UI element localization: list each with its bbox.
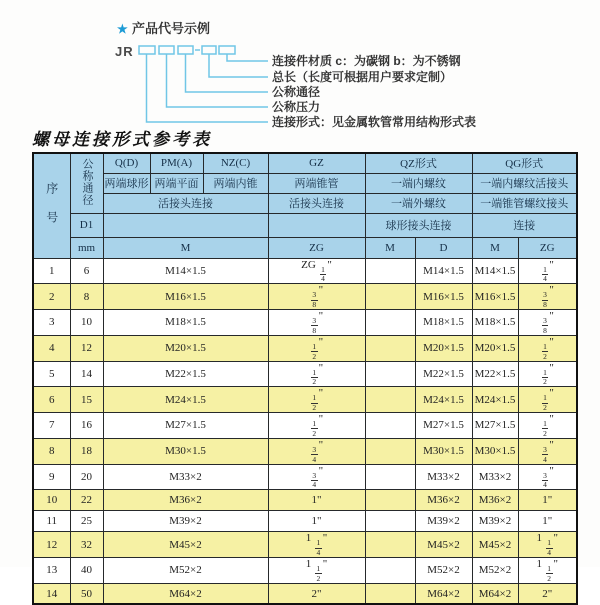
header-qg-desc2: 一端锥管螺纹接头 bbox=[472, 193, 577, 213]
table-row bbox=[33, 413, 577, 439]
cell-seq: 8 bbox=[33, 438, 70, 464]
table-row bbox=[33, 387, 577, 413]
code-box-connection bbox=[139, 46, 155, 54]
header-row-5 bbox=[33, 237, 577, 258]
cell-seq: 11 bbox=[33, 511, 70, 532]
cell-qz-m bbox=[365, 583, 415, 604]
label-material: 连接件材质 c：为碳钢 b：为不锈钢 bbox=[272, 54, 461, 68]
cell-qz-m bbox=[365, 558, 415, 584]
cell-qz-d: M16×1.5 bbox=[415, 284, 472, 310]
cell-qz-d: M24×1.5 bbox=[415, 387, 472, 413]
code-box-pressure bbox=[159, 46, 174, 54]
cell-dn: 16 bbox=[70, 413, 103, 439]
cell-dn: 50 bbox=[70, 583, 103, 604]
cell-qg-m: M30×1.5 bbox=[472, 438, 518, 464]
header-unit-m: M bbox=[103, 237, 268, 258]
cell-m: M33×2 bbox=[103, 464, 268, 490]
header-unit-qz-d: D bbox=[415, 237, 472, 258]
table-row bbox=[33, 438, 577, 464]
cell-qz-d: M39×2 bbox=[415, 511, 472, 532]
cell-qg-zg: 2" bbox=[518, 583, 577, 604]
cell-qz-d: M22×1.5 bbox=[415, 361, 472, 387]
cell-qz-d: M18×1.5 bbox=[415, 310, 472, 336]
header-blank-gz bbox=[268, 213, 365, 237]
table-row bbox=[33, 361, 577, 387]
cell-seq: 4 bbox=[33, 335, 70, 361]
code-box-material bbox=[219, 46, 235, 54]
cell-gz: $\frac{1}{2}$ " bbox=[268, 361, 365, 387]
callout-line-connection bbox=[147, 54, 269, 122]
cell-qz-d: M45×2 bbox=[415, 532, 472, 558]
header-qz-desc2: 一端外螺纹 bbox=[365, 193, 472, 213]
cell-seq: 10 bbox=[33, 490, 70, 511]
cell-qz-d: M33×2 bbox=[415, 464, 472, 490]
cell-qz-m bbox=[365, 361, 415, 387]
cell-qg-m: M14×1.5 bbox=[472, 258, 518, 284]
cell-dn: 32 bbox=[70, 532, 103, 558]
cell-qg-zg: $\frac{1}{2}$ " bbox=[518, 335, 577, 361]
header-col-qz: QZ形式 bbox=[365, 153, 472, 173]
cell-dn: 22 bbox=[70, 490, 103, 511]
cell-dn: 40 bbox=[70, 558, 103, 584]
cell-qg-zg: 1" bbox=[518, 511, 577, 532]
cell-qz-d: M27×1.5 bbox=[415, 413, 472, 439]
cell-dn: 25 bbox=[70, 511, 103, 532]
cell-qg-zg: 1 $\frac{1}{4}$ " bbox=[518, 532, 577, 558]
cell-qg-m: M39×2 bbox=[472, 511, 518, 532]
code-prefix: JR bbox=[115, 44, 134, 59]
header-gz-union: 活接头连接 bbox=[268, 193, 365, 213]
cell-qz-m bbox=[365, 387, 415, 413]
header-qz-desc1: 一端内螺纹 bbox=[365, 173, 472, 193]
cell-qg-m: M52×2 bbox=[472, 558, 518, 584]
cell-qz-m bbox=[365, 335, 415, 361]
header-unit-qg-m: M bbox=[472, 237, 518, 258]
cell-qz-m bbox=[365, 490, 415, 511]
cell-qz-m bbox=[365, 258, 415, 284]
cell-gz: $\frac{1}{2}$ " bbox=[268, 387, 365, 413]
cell-qz-m bbox=[365, 284, 415, 310]
cell-m: M45×2 bbox=[103, 532, 268, 558]
header-dn: 公称通径 bbox=[70, 153, 103, 213]
code-box-length bbox=[202, 46, 216, 54]
cell-qz-m bbox=[365, 438, 415, 464]
cell-seq: 3 bbox=[33, 310, 70, 336]
cell-qg-m: M27×1.5 bbox=[472, 413, 518, 439]
header-mm: mm bbox=[70, 237, 103, 258]
cell-gz: 2" bbox=[268, 583, 365, 604]
header-unit-qz-m: M bbox=[365, 237, 415, 258]
cell-qz-m bbox=[365, 464, 415, 490]
table-row bbox=[33, 558, 577, 584]
cell-dn: 10 bbox=[70, 310, 103, 336]
cell-seq: 13 bbox=[33, 558, 70, 584]
cell-dn: 15 bbox=[70, 387, 103, 413]
code-box-diameter bbox=[178, 46, 193, 54]
cell-gz: $\frac{1}{2}$ " bbox=[268, 335, 365, 361]
cell-qg-m: M36×2 bbox=[472, 490, 518, 511]
cell-qg-zg: $\frac{3}{4}$ " bbox=[518, 464, 577, 490]
cell-qg-m: M18×1.5 bbox=[472, 310, 518, 336]
header-qg-desc1: 一端内螺纹活接头 bbox=[472, 173, 577, 193]
header-seq: 序号 bbox=[33, 153, 70, 258]
header-row-4 bbox=[33, 213, 577, 237]
cell-m: M20×1.5 bbox=[103, 335, 268, 361]
header-row-2 bbox=[33, 173, 577, 193]
table-title: 螺母连接形式参考表 bbox=[32, 130, 212, 150]
header-d1: D1 bbox=[70, 213, 103, 237]
table-row bbox=[33, 258, 577, 284]
star-icon: ★ bbox=[117, 22, 128, 36]
label-diameter: 公称通径 bbox=[272, 85, 321, 99]
cell-dn: 12 bbox=[70, 335, 103, 361]
cell-qg-zg: 1 $\frac{1}{2}$ " bbox=[518, 558, 577, 584]
cell-seq: 2 bbox=[33, 284, 70, 310]
cell-seq: 9 bbox=[33, 464, 70, 490]
table-row bbox=[33, 335, 577, 361]
cell-m: M64×2 bbox=[103, 583, 268, 604]
table-row bbox=[33, 511, 577, 532]
cell-seq: 5 bbox=[33, 361, 70, 387]
cell-seq: 1 bbox=[33, 258, 70, 284]
header-row-3 bbox=[33, 193, 577, 213]
cell-qg-zg: $\frac{1}{2}$ " bbox=[518, 361, 577, 387]
header-qg-conn: 连接 bbox=[472, 213, 577, 237]
table-row bbox=[33, 284, 577, 310]
cell-gz: $\frac{1}{2}$ " bbox=[268, 413, 365, 439]
cell-qz-m bbox=[365, 310, 415, 336]
cell-gz: 1 $\frac{1}{2}$ " bbox=[268, 558, 365, 584]
cell-qz-m bbox=[365, 532, 415, 558]
cell-m: M24×1.5 bbox=[103, 387, 268, 413]
table-row bbox=[33, 464, 577, 490]
cell-qg-zg: $\frac{1}{4}$ " bbox=[518, 258, 577, 284]
cell-m: M22×1.5 bbox=[103, 361, 268, 387]
cell-gz: $\frac{3}{8}$ " bbox=[268, 284, 365, 310]
cell-dn: 6 bbox=[70, 258, 103, 284]
header-nz-desc: 两端内锥 bbox=[203, 173, 268, 193]
cell-gz: $\frac{3}{8}$ " bbox=[268, 310, 365, 336]
cell-m: M18×1.5 bbox=[103, 310, 268, 336]
cell-gz: $\frac{3}{4}$ " bbox=[268, 464, 365, 490]
cell-dn: 18 bbox=[70, 438, 103, 464]
table-row bbox=[33, 532, 577, 558]
cell-qg-m: M33×2 bbox=[472, 464, 518, 490]
cell-qz-d: M20×1.5 bbox=[415, 335, 472, 361]
header-gz-desc: 两端锥管 bbox=[268, 173, 365, 193]
header-col-qg: QG形式 bbox=[472, 153, 577, 173]
cell-m: M30×1.5 bbox=[103, 438, 268, 464]
callout-line-length bbox=[209, 54, 268, 77]
header-blank-m bbox=[103, 213, 268, 237]
table-row bbox=[33, 310, 577, 336]
cell-qz-d: M64×2 bbox=[415, 583, 472, 604]
cell-m: M39×2 bbox=[103, 511, 268, 532]
cell-gz: 1" bbox=[268, 490, 365, 511]
nut-connection-reference-table bbox=[32, 152, 578, 605]
cell-m: M27×1.5 bbox=[103, 413, 268, 439]
cell-qz-d: M52×2 bbox=[415, 558, 472, 584]
cell-m: M36×2 bbox=[103, 490, 268, 511]
header-union-desc: 活接头连接 bbox=[103, 193, 268, 213]
cell-seq: 7 bbox=[33, 413, 70, 439]
header-col-q: Q(D) bbox=[103, 153, 150, 173]
cell-m: M52×2 bbox=[103, 558, 268, 584]
cell-gz: ZG $\frac{1}{4}$ " bbox=[268, 258, 365, 284]
cell-qz-d: M36×2 bbox=[415, 490, 472, 511]
table-body bbox=[33, 258, 577, 604]
cell-m: M16×1.5 bbox=[103, 284, 268, 310]
label-connection: 连接形式：见金属软管常用结构形式表 bbox=[272, 115, 477, 129]
header-qz-conn: 球形接头连接 bbox=[365, 213, 472, 237]
cell-qg-zg: $\frac{1}{2}$ " bbox=[518, 413, 577, 439]
table-row bbox=[33, 583, 577, 604]
cell-qg-zg: $\frac{3}{4}$ " bbox=[518, 438, 577, 464]
header-col-nz: NZ(C) bbox=[203, 153, 268, 173]
cell-gz: 1" bbox=[268, 511, 365, 532]
header-col-pm: PM(A) bbox=[150, 153, 203, 173]
cell-qg-m: M24×1.5 bbox=[472, 387, 518, 413]
cell-dn: 14 bbox=[70, 361, 103, 387]
cell-seq: 12 bbox=[33, 532, 70, 558]
header-unit-zg: ZG bbox=[268, 237, 365, 258]
cell-dn: 8 bbox=[70, 284, 103, 310]
table-row bbox=[33, 490, 577, 511]
code-boxes-and-lines bbox=[139, 46, 268, 122]
cell-qg-m: M16×1.5 bbox=[472, 284, 518, 310]
cell-qg-m: M20×1.5 bbox=[472, 335, 518, 361]
cell-qg-m: M22×1.5 bbox=[472, 361, 518, 387]
cell-qz-m bbox=[365, 511, 415, 532]
label-pressure: 公称压力 bbox=[272, 100, 321, 114]
cell-qg-zg: 1" bbox=[518, 490, 577, 511]
cell-qz-m bbox=[365, 413, 415, 439]
cell-qz-d: M30×1.5 bbox=[415, 438, 472, 464]
cell-dn: 20 bbox=[70, 464, 103, 490]
cell-seq: 6 bbox=[33, 387, 70, 413]
cell-seq: 14 bbox=[33, 583, 70, 604]
header-q-desc: 两端球形 bbox=[103, 173, 150, 193]
cell-gz: $\frac{3}{4}$ " bbox=[268, 438, 365, 464]
cell-qg-m: M64×2 bbox=[472, 583, 518, 604]
cell-qg-zg: $\frac{3}{8}$ " bbox=[518, 310, 577, 336]
diagram-title: 产品代号示例 bbox=[132, 21, 211, 36]
header-row-1 bbox=[33, 153, 577, 173]
cell-qg-zg: $\frac{1}{2}$ " bbox=[518, 387, 577, 413]
label-length: 总长（长度可根据用户要求定制） bbox=[272, 70, 453, 84]
cell-gz: 1 $\frac{1}{4}$ " bbox=[268, 532, 365, 558]
cell-qg-m: M45×2 bbox=[472, 532, 518, 558]
header-col-gz: GZ bbox=[268, 153, 365, 173]
header-unit-qg-zg: ZG bbox=[518, 237, 577, 258]
header-pm-desc: 两端平面 bbox=[150, 173, 203, 193]
cell-qz-d: M14×1.5 bbox=[415, 258, 472, 284]
cell-qg-zg: $\frac{3}{8}$ " bbox=[518, 284, 577, 310]
callout-line-material bbox=[227, 54, 268, 61]
cell-m: M14×1.5 bbox=[103, 258, 268, 284]
callout-line-pressure bbox=[167, 54, 269, 107]
